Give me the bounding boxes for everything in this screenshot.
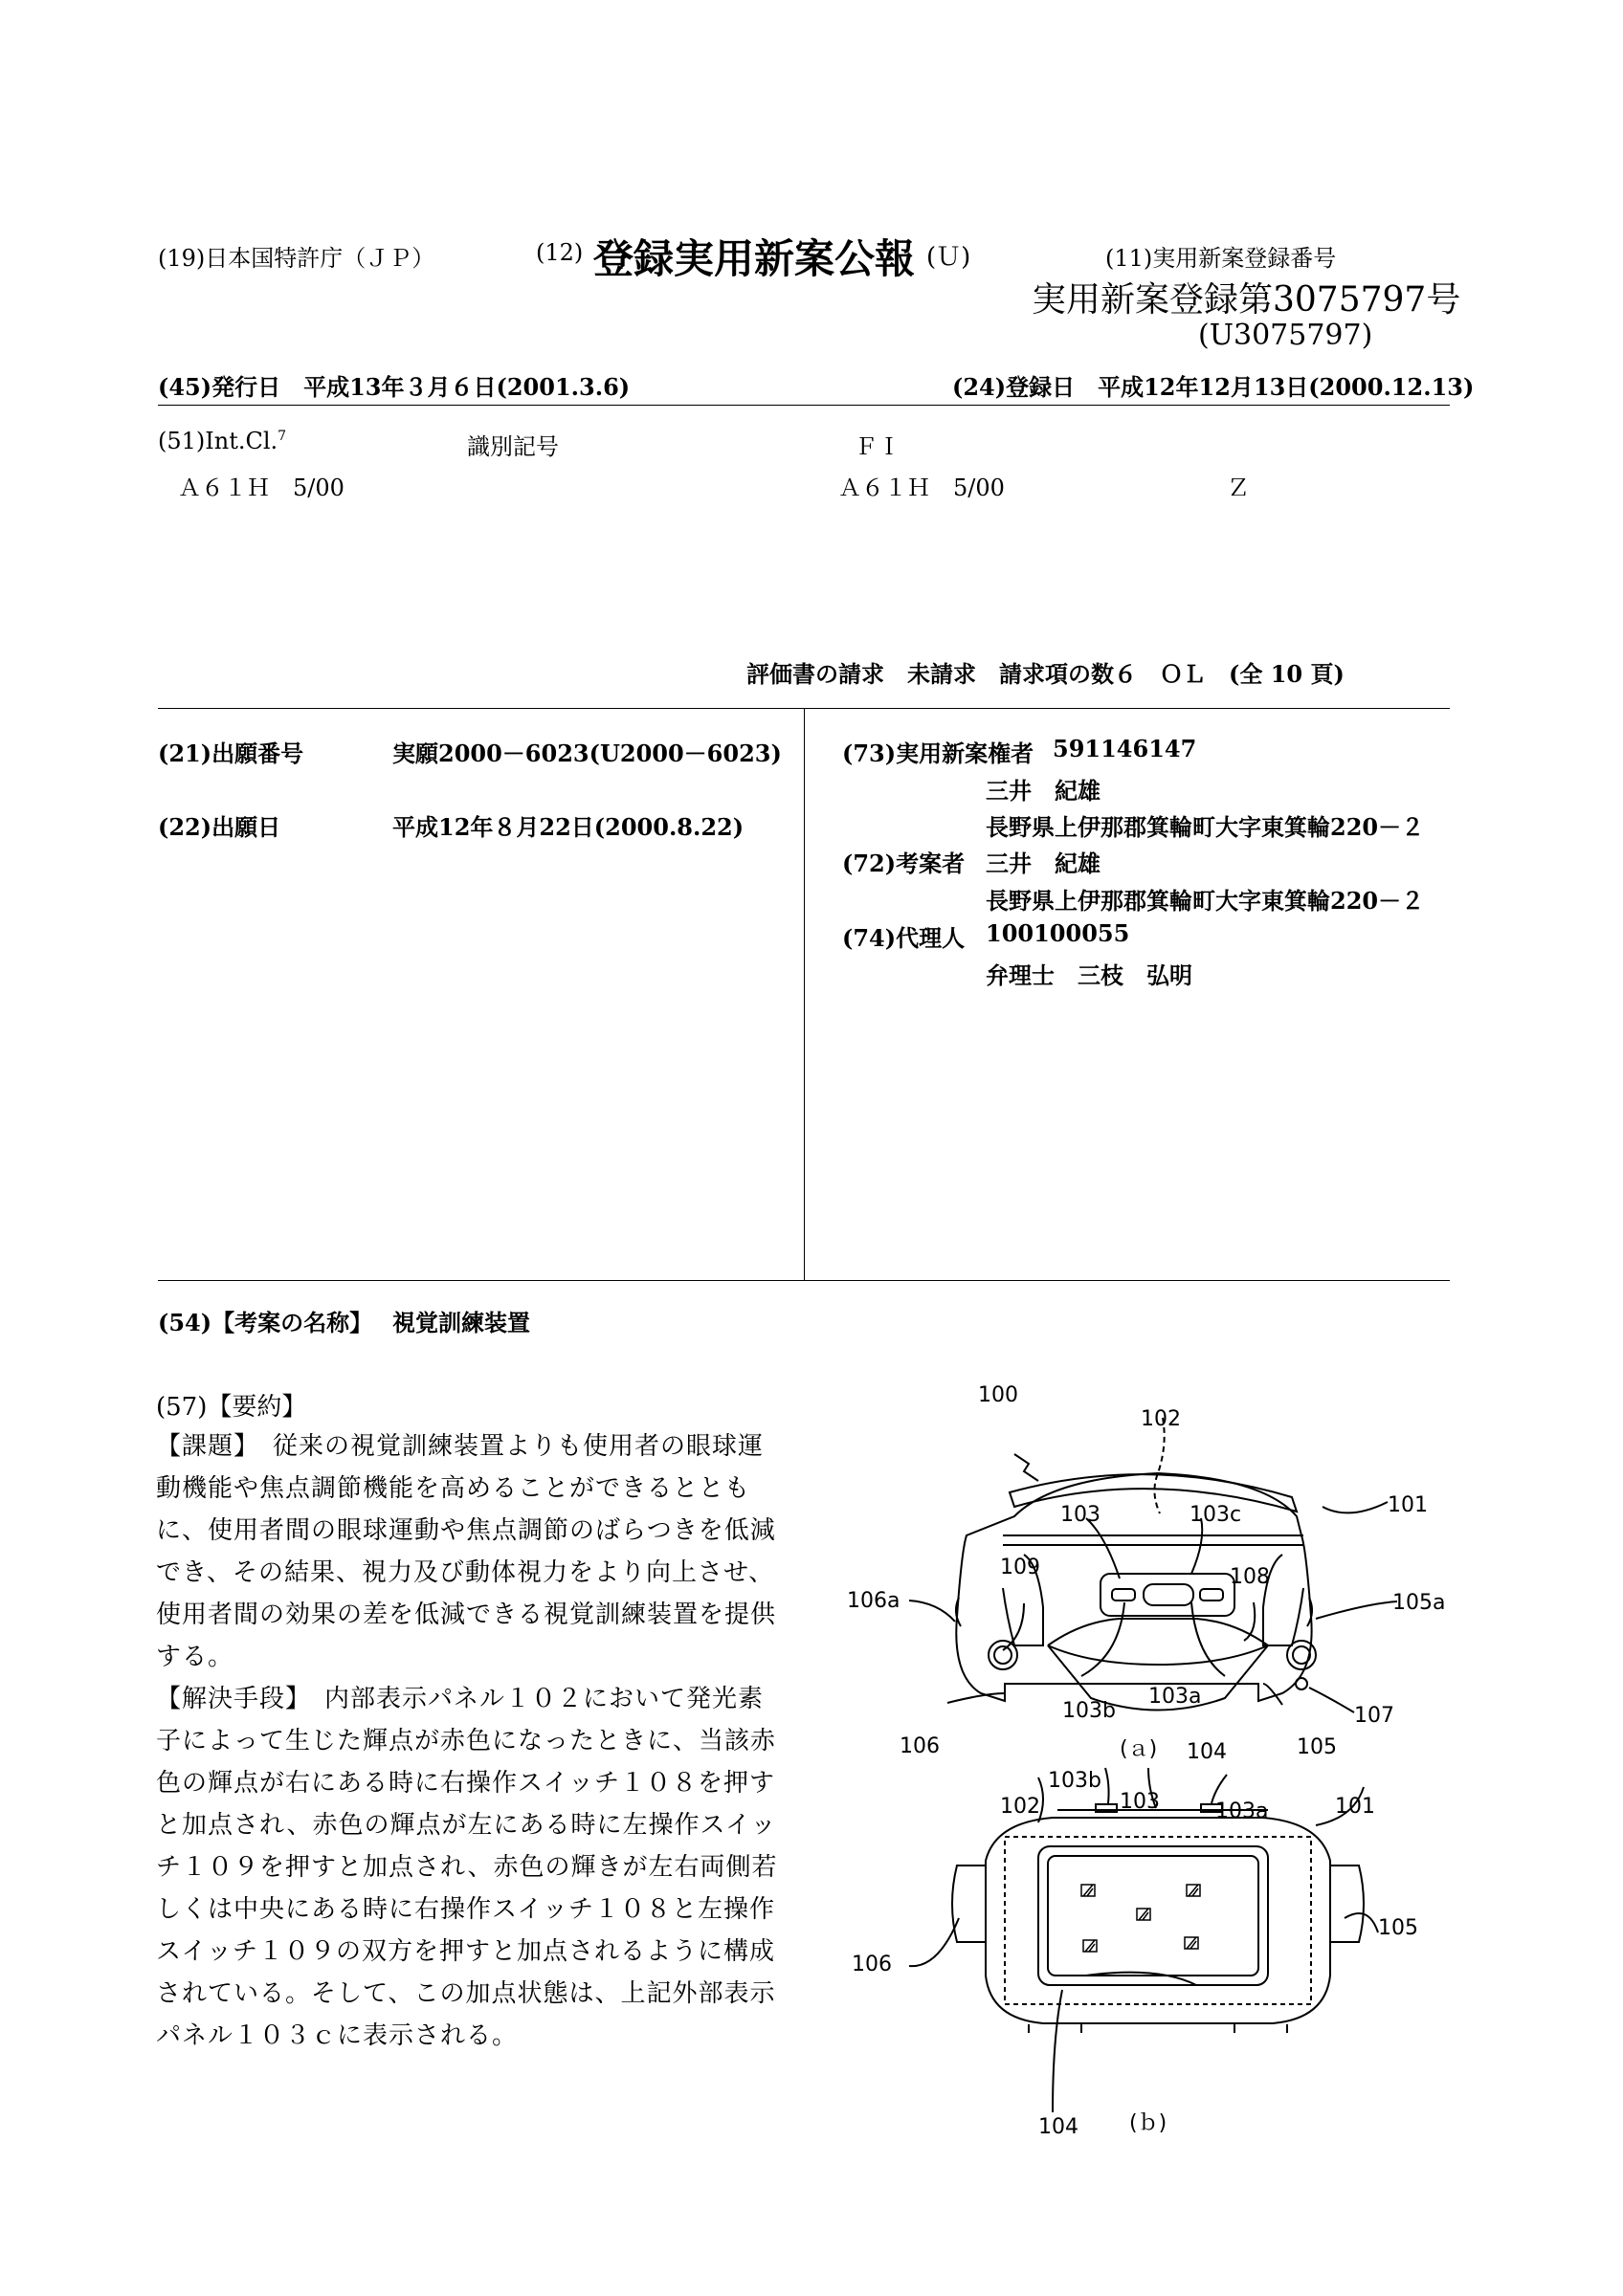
abstract-solution: 【解決手段】 内部表示パネル１０２において発光素子によって生じた輝点が赤色になったときに、当該赤色の輝点が右にある時に右操作スイッチ１０８を押すと加点され、赤色の輝点が左にある時に左操作スイッチ１０９を押すと加点され、赤色の輝きが左右両側若しくは中央にある時に右操作スイッチ１０８と左操作スイッチ１０９の双方を押すと加点されるように構成されている。そして、この加点状態は、上記外部表示パネル１０３ｃに表示される。 [156,1685,778,2050]
ref-108: 108 [1230,1565,1270,1589]
kind-code: (12) [536,239,584,266]
id-symbol-label: 識別記号 [467,433,559,460]
ref-102-a: 102 [1141,1407,1181,1431]
intcl-label: (51)Int.Cl.$^7$ [158,428,287,454]
rights-holder-label: (73)実用新案権者 [842,740,1034,767]
fi-value: Ａ６１Ｈ 5/00 [838,475,1005,501]
ref-107: 107 [1354,1704,1394,1728]
caption-a: (ａ) [1120,1737,1158,1761]
ref-105-a: 105 [1297,1735,1337,1759]
registration-code: (U3075797) [1198,319,1373,352]
fi-label: ＦＩ [855,433,900,460]
ref-103b-b: 103b [1048,1769,1101,1793]
abstract-heading: (57)【要約】 [156,1393,307,1422]
application-number-label: (21)出願番号 [158,740,304,767]
utility-model-title: 視覚訓練装置 [392,1309,530,1336]
ref-103-a: 103 [1060,1503,1101,1527]
ref-105a: 105a [1392,1591,1446,1615]
figure-a-device [956,1473,1316,1711]
ref-100: 100 [978,1383,1018,1407]
application-date: 平成12年８月22日(2000.8.22) [392,813,745,841]
ref-103a-b: 103a [1215,1799,1269,1823]
figure-b-screen-hatching [1081,1885,1200,1952]
agent-id: 100100055 [986,919,1130,947]
abstract-problem: 【課題】 従来の視覚訓練装置よりも使用者の眼球運動機能や焦点調節機能を高めることができるとともに、使用者間の眼球運動や焦点調節のばらつきを低減でき、その結果、視力及び動体視力をより向上させ、使用者間の効果の差を低減できる視覚訓練装置を提供する。 [156,1432,777,1671]
rights-holder-name: 三井 紀雄 [986,777,1101,805]
ref-103b-a: 103b [1062,1699,1116,1723]
issue-date: (45)発行日 平成13年３月６日(2001.3.6) [158,373,631,401]
leader-100 [1014,1454,1038,1481]
agent-label: (74)代理人 [842,924,966,952]
bib-bottom-rule [158,1280,1450,1281]
ref-106-b: 106 [852,1953,892,1976]
device-figure [833,1368,1464,2143]
registration-label: (11)実用新案登録番号 [1105,245,1337,272]
application-number: 実願2000－6023(U2000－6023) [392,740,782,767]
title-label: (54)【考案の名称】 [158,1309,373,1336]
application-date-label: (22)出願日 [158,813,281,841]
rights-holder-id: 591146147 [1053,735,1197,762]
agent-name: 弁理士 三枝 弘明 [986,961,1192,989]
caption-b: (ｂ) [1129,2111,1167,2135]
ref-102-b: 102 [1000,1795,1040,1819]
registration-number: 実用新案登録第3075797号 [1032,280,1461,320]
ref-104-a: 104 [1187,1740,1227,1764]
ref-101-b: 101 [1335,1795,1375,1819]
kind-suffix: (Ｕ) [926,243,971,272]
ref-105-b: 105 [1378,1916,1418,1940]
figure-b-device [952,1804,1364,2033]
ref-103-b: 103 [1120,1790,1160,1814]
ref-106a: 106a [847,1589,900,1613]
ref-103c: 103c [1189,1503,1242,1527]
inventor-name: 三井 紀雄 [986,850,1101,877]
ref-101-a: 101 [1388,1493,1428,1517]
examination-request-line: 評価書の請求 未請求 請求項の数６ ＯＬ (全 10 頁) [746,660,1345,688]
inventor-label: (72)考案者 [842,850,966,877]
fi-code: Ｚ [1227,475,1250,501]
ref-106-a: 106 [900,1734,940,1758]
header-rule [158,405,1450,406]
intcl-value: Ａ６１Ｈ 5/00 [178,475,345,501]
inventor-address: 長野県上伊那郡箕輪町大字東箕輪220－２ [986,887,1425,915]
ref-104-b: 104 [1038,2115,1078,2139]
registration-date: (24)登録日 平成12年12月13日(2000.12.13) [952,373,1475,401]
bib-column-divider [804,708,805,1280]
abstract-body [156,1425,778,2057]
ref-109: 109 [1000,1556,1040,1579]
gazette-title: 登録実用新案公報 [593,235,916,282]
ref-103a-a: 103a [1148,1685,1202,1709]
rights-holder-address: 長野県上伊那郡箕輪町大字東箕輪220－２ [986,813,1425,841]
issuing-office: (19)日本国特許庁（ＪＰ） [158,245,435,272]
